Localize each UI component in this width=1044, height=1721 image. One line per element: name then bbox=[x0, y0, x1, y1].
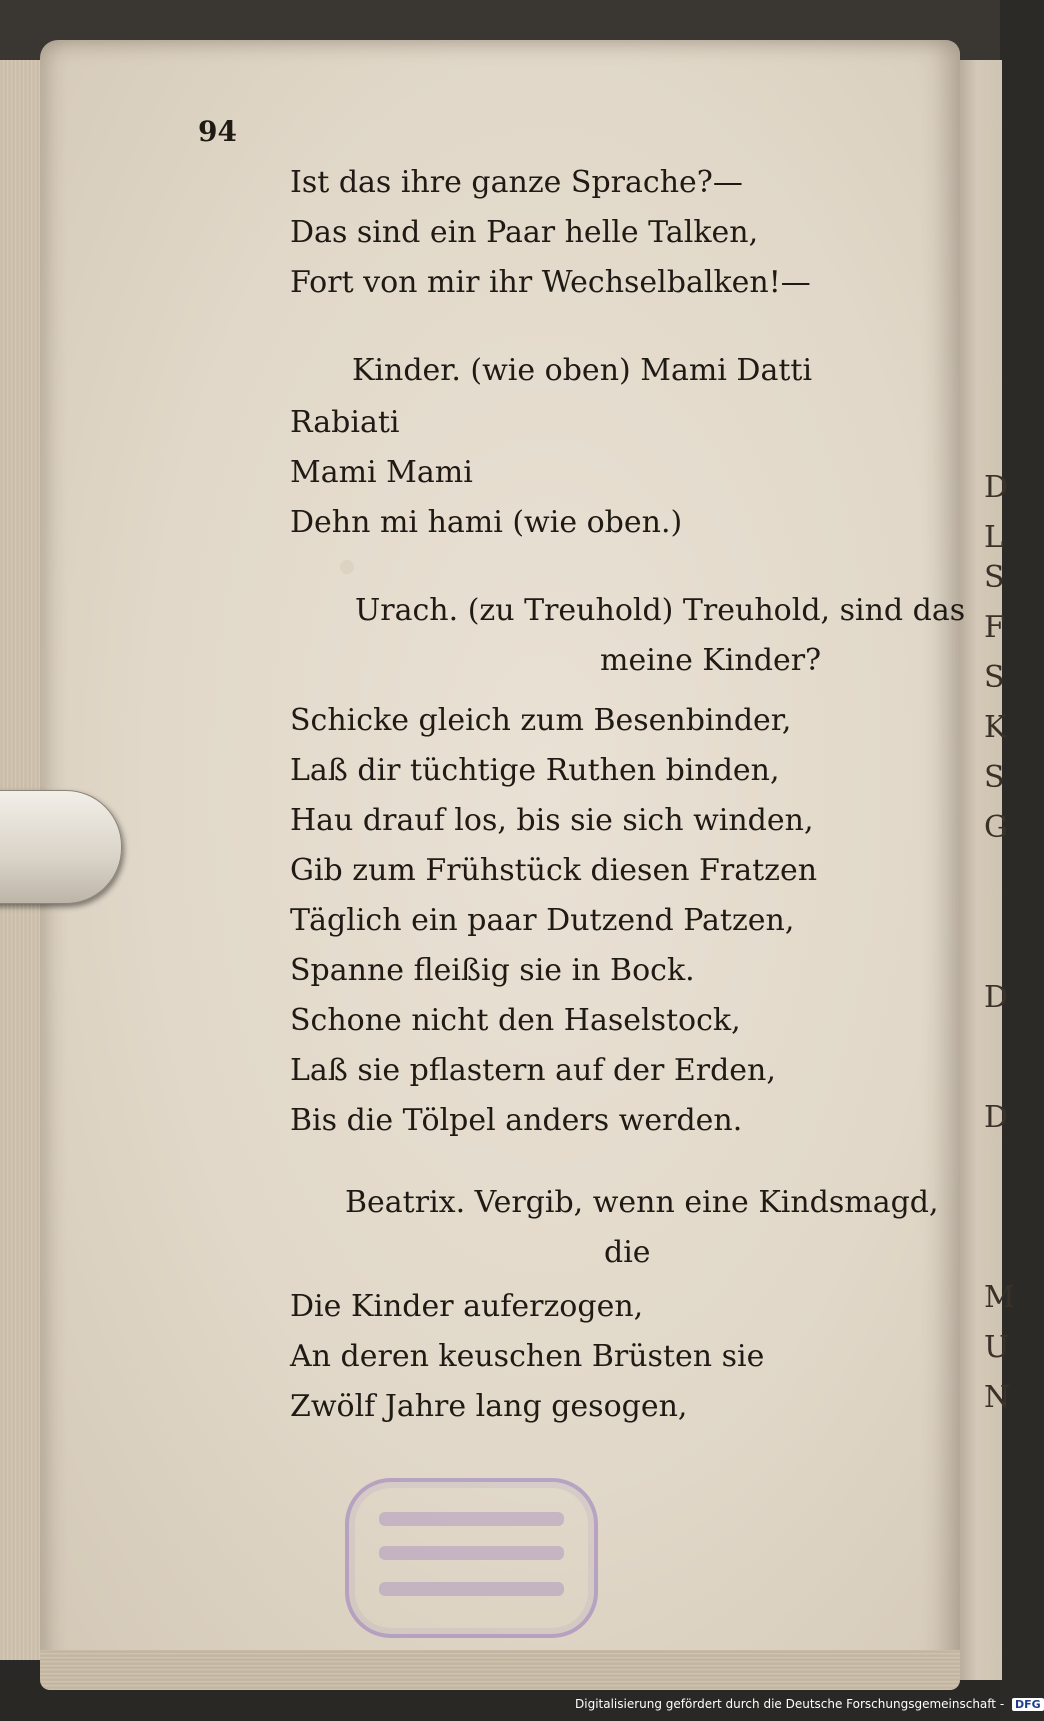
speaker-line-continuation: die bbox=[604, 1235, 651, 1270]
paper-stain bbox=[340, 560, 354, 574]
speaker-line-continuation: meine Kinder? bbox=[600, 643, 822, 678]
verse-line: Gib zum Frühstück diesen Fratzen bbox=[290, 853, 818, 888]
dfg-logo: DFG bbox=[1012, 1698, 1044, 1711]
verse-line: Spanne fleißig sie in Bock. bbox=[290, 953, 695, 988]
verse-line: Bis die Tölpel anders werden. bbox=[290, 1103, 743, 1138]
library-stamp bbox=[345, 1478, 598, 1638]
verse-line: Ist das ihre ganze Sprache?— bbox=[290, 165, 743, 200]
edge-glyph: D bbox=[984, 470, 1009, 505]
verse-line: An deren keuschen Brüsten sie bbox=[290, 1339, 765, 1374]
verse-line: Schicke gleich zum Besenbinder, bbox=[290, 703, 792, 738]
page-number: 94 bbox=[198, 115, 237, 148]
edge-glyph: F bbox=[984, 610, 1005, 645]
credit-text: Digitalisierung gefördert durch die Deutsche Forschungsgemeinschaft - bbox=[575, 1697, 1005, 1711]
edge-glyph: S bbox=[984, 560, 1005, 595]
edge-glyph: U bbox=[984, 1330, 1010, 1365]
book-clip bbox=[0, 790, 122, 904]
verse-line: Laß dir tüchtige Ruthen binden, bbox=[290, 753, 780, 788]
verse-line: Laß sie pflastern auf der Erden, bbox=[290, 1053, 776, 1088]
edge-glyph: D bbox=[984, 1100, 1009, 1135]
speaker-line: Kinder. (wie oben) Mami Datti bbox=[352, 353, 813, 388]
edge-glyph: K bbox=[984, 710, 1007, 745]
edge-glyph: D bbox=[984, 980, 1009, 1015]
edge-glyph: M bbox=[984, 1280, 1015, 1315]
speaker-line: Beatrix. Vergib, wenn eine Kindsmagd, bbox=[345, 1185, 939, 1220]
verse-line: Das sind ein Paar helle Talken, bbox=[290, 215, 759, 250]
verse-line: Schone nicht den Haselstock, bbox=[290, 1003, 741, 1038]
verse-line: Fort von mir ihr Wechselbalken!— bbox=[290, 265, 811, 300]
verse-line: Mami Mami bbox=[290, 455, 473, 490]
verse-line: Rabiati bbox=[290, 405, 400, 440]
edge-glyph: N bbox=[984, 1380, 1011, 1415]
verse-line: Zwölf Jahre lang gesogen, bbox=[290, 1389, 688, 1424]
verse-line: Die Kinder auferzogen, bbox=[290, 1289, 644, 1324]
right-page-edge bbox=[958, 60, 1002, 1680]
page-bottom-edge bbox=[40, 1650, 960, 1690]
verse-line: Täglich ein paar Dutzend Patzen, bbox=[290, 903, 795, 938]
edge-glyph: S bbox=[984, 660, 1005, 695]
verse-line: Hau drauf los, bis sie sich winden, bbox=[290, 803, 814, 838]
edge-glyph: G bbox=[984, 810, 1008, 845]
edge-glyph: S bbox=[984, 760, 1005, 795]
verse-line: Dehn mi hami (wie oben.) bbox=[290, 505, 683, 540]
edge-glyph: L bbox=[984, 520, 1004, 555]
speaker-line: Urach. (zu Treuhold) Treuhold, sind das bbox=[355, 593, 966, 628]
digitization-credit bbox=[575, 1697, 1044, 1711]
